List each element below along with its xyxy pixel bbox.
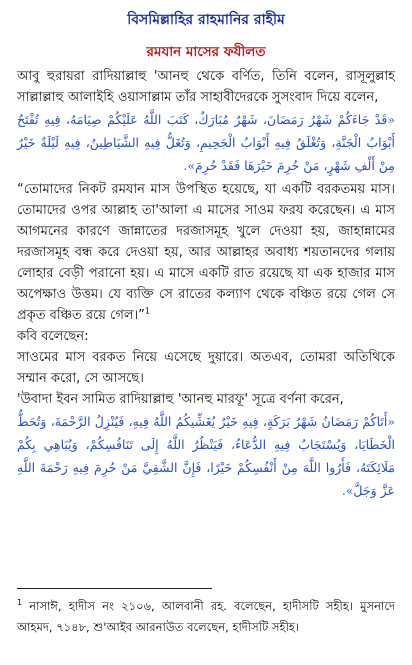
page-heading: বিসমিল্লাহির রাহমানির রাহীম [127,12,285,28]
ubada-intro: 'উবাদা ইবন সামিত রাদিয়াল্লাহু 'আনহু মারফূ' সূত্রে বর্ণনা করেন, [17,392,344,407]
intro-paragraph: আবু হুরায়রা রাদিয়াল্লাহু 'আনহু থেকে বর্ণিত, তিনি বলেন, রাসূলুল্লাহ সাল্লাল্লাহু আলাইহি ওয়াসাল্লাম তাঁর সাহাবীদেরকে সুসংবাদ দিয়ে বলেন, [17,69,395,105]
poem-text: সাওমের মাস বরকত নিয়ে এসেছে দুয়ারে। অতএব, তোমরা অতিথিকে সম্মান করো, সে আসছে। [17,350,395,386]
footnote-divider [17,588,212,589]
footnote-number: 1 [17,598,23,608]
footnote-text: নাসাঈ, হাদীস নং ২১০৬, আলবানী রহ. বলেছেন, হাদীসটি সহীহ। মুসনাদে আহমদ, ৭১৪৮, শু'আইব আরনাউত বলেছেন, হাদীসটি সহীহ। [17,599,395,634]
footnote-ref: 1 [144,306,151,316]
arabic-hadith-1: «قَدْ جَاءَكُمْ شَهْرُ رَمَضَانَ، شَهْرٌ مُبَارَكٌ، كَتَبَ اللَّهُ عَلَيْكُمْ صِيَامَهُ، فِيهِ تُفْتَحُ أَبْوَابُ الْجَنَّةِ، وَتُغْلَقُ فِيهِ أَبْوَابُ الْجَحِيمِ، وَتُغَلُّ فِيهِ الشَّيَاطِينُ، فِيهِ لَيْلَةٌ خَيْرٌ مِنْ أَلْفِ شَهْرٍ، مَنْ حُرِمَ خَيْرَهَا فَقَدْ حُرِمَ». [17,112,395,173]
chapter-title: রমযান মাসের ফযীলত [146,44,266,60]
translation-paragraph [17,179,395,326]
translation-text: “তোমাদের নিকট রমযান মাস উপস্থিত হয়েছে, যা একটি বরকতময় মাস। তোমাদের ওপর আল্লাহ তা'আলা এ মাসের সাওম ফরয করেছেন। এ মাস আগমনের কারণে জান্নাতের দরজাসমূহ খুলে দেওয়া হয়, জাহান্নামের দরজাসমূহ বন্ধ করে দেওয়া হয়, আর আল্লাহর অবাধ্য শয়তানদের গলায় লোহার বেড়ী পরানো হয়। এ মাসে একটি রাত রয়েছে যা এক হাজার মাস অপেক্ষাও উত্তম। যে ব্যক্তি সে রাতের কল্যাণ থেকে বঞ্চিত রয়ে গেল সে প্রকৃত বঞ্চিত রয়ে গেল।” [17,182,395,323]
page-content [17,10,395,502]
poet-intro: কবি বলেছেন: [17,329,89,344]
footnote [17,596,395,638]
arabic-hadith-2: «أَتَاكُمْ رَمَضَانُ شَهْرُ بَرَكَةٍ، فِيهِ خَيْرٌ يُغَشِّيكُمُ اللَّهُ فِيهِ، فَيُنْزِلُ الرَّحْمَةَ، وَتُحَطُّ الْخَطَايَا، وَيُسْتَجَابُ فِيهِ الدُّعَاءُ، فَيَنْظُرُ اللَّهُ إِلَى تَنَافُسِكُمْ، وَيُبَاهِي بِكُمْ مَلَائِكَتَهُ، فَأَرُوا اللَّهَ مِنْ أَنْفُسِكُمْ خَيْرًا، فَإِنَّ الشَّقِيَّ مَنْ حُرِمَ فِيهِ رَحْمَةَ اللَّهِ عَزَّ وَجَلَّ». [17,414,395,498]
